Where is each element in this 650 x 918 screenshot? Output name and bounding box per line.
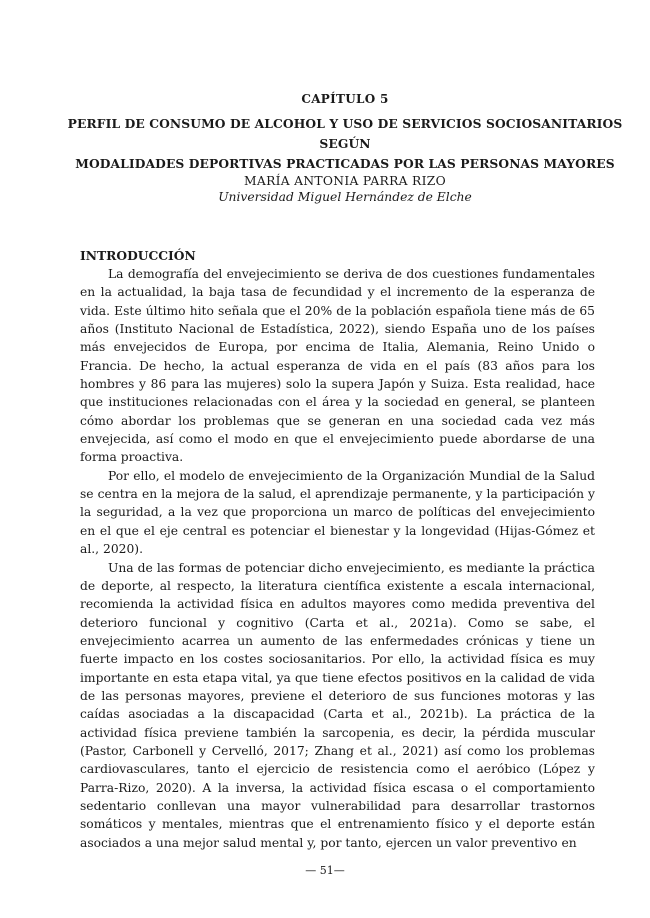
body-paragraph: La demografía del envejecimiento se deriva de dos cuestiones fundamentales en la actualidad, la baja tasa de fecundidad y el incremento de la esperanza de vida. Este último hito señala que el 20% de la población española tiene más de 65 años (Instituto Nacional de Estadística, 2022), siendo España uno de los países más envejecidos de Europa, por encima de Italia, Alemania, Reino Unido o Francia. De hecho, la actual esperanza de vida en el país (83 años para los hombres y 86 para las mujeres) solo la supera Japón y Suiza. Esta realidad, hace que instituciones relacionadas con el área y la sociedad en general, se planteen cómo abordar los problemas que se generan en una sociedad cada vez más envejecida, así como el modo en que el envejecimiento puede abordarse de una forma proactiva. [80,267,595,465]
chapter-title [60,114,630,174]
chapter-title-line-2: MODALIDADES DEPORTIVAS PRACTICADAS POR LAS PERSONAS MAYORES [75,156,615,171]
body-text [80,265,595,852]
chapter-title-line-1: PERFIL DE CONSUMO DE ALCOHOL Y USO DE SERVICIOS SOCIOSANITARIOS SEGÚN [67,116,623,151]
author-affiliation: Universidad Miguel Hernández de Elche [218,190,472,204]
chapter-label: CAPÍTULO 5 [301,92,389,106]
section-heading: INTRODUCCIÓN [80,248,196,263]
body-paragraph: Una de las formas de potenciar dicho envejecimiento, es mediante la práctica de deporte, al respecto, la literatura científica existente a escala internacional, recomienda la actividad física en adultos mayores como medida preventiva del deterioro funcional y cognitivo (Carta et al., 2021a). Como se sabe, el envejecimiento acarrea un aumento de las enfermedades crónicas y tiene un fuerte impacto en los costes sociosanitarios. Por ello, la actividad física es muy importante en esta etapa vital, ya que tiene efectos positivos en la calidad de vida de las personas mayores, previene el deterioro de sus funciones motoras y las caídas asociadas a la discapacidad (Carta et al., 2021b). La práctica de la actividad física previene también la sarcopenia, es decir, la pérdida muscular (Pastor, Carbonell y Cervelló, 2017; Zhang et al., 2021) así como los problemas cardiovasculares, tanto el ejercicio de resistencia como el aeróbico (López y Parra-Rizo, 2020). A la inversa, la actividad física escasa o el comportamiento sedentario conllevan una mayor vulnerabilidad para desarrollar trastornos somáticos y mentales, mientras que el entrenamiento físico y el deporte están asociados a una mejor salud mental y, por tanto, ejercen un valor preventivo en [80,560,595,850]
author-name: MARÍA ANTONIA PARRA RIZO [244,174,446,188]
page-number: — 51— [305,864,345,877]
body-paragraph: Por ello, el modelo de envejecimiento de la Organización Mundial de la Salud se centra en la mejora de la salud, el aprendizaje permanente, y la participación y la seguridad, a la vez que proporciona un marco de políticas del envejecimiento en el que el eje central es potenciar el bienestar y la longevidad (Hijas-Gómez et al., 2020). [80,468,595,557]
